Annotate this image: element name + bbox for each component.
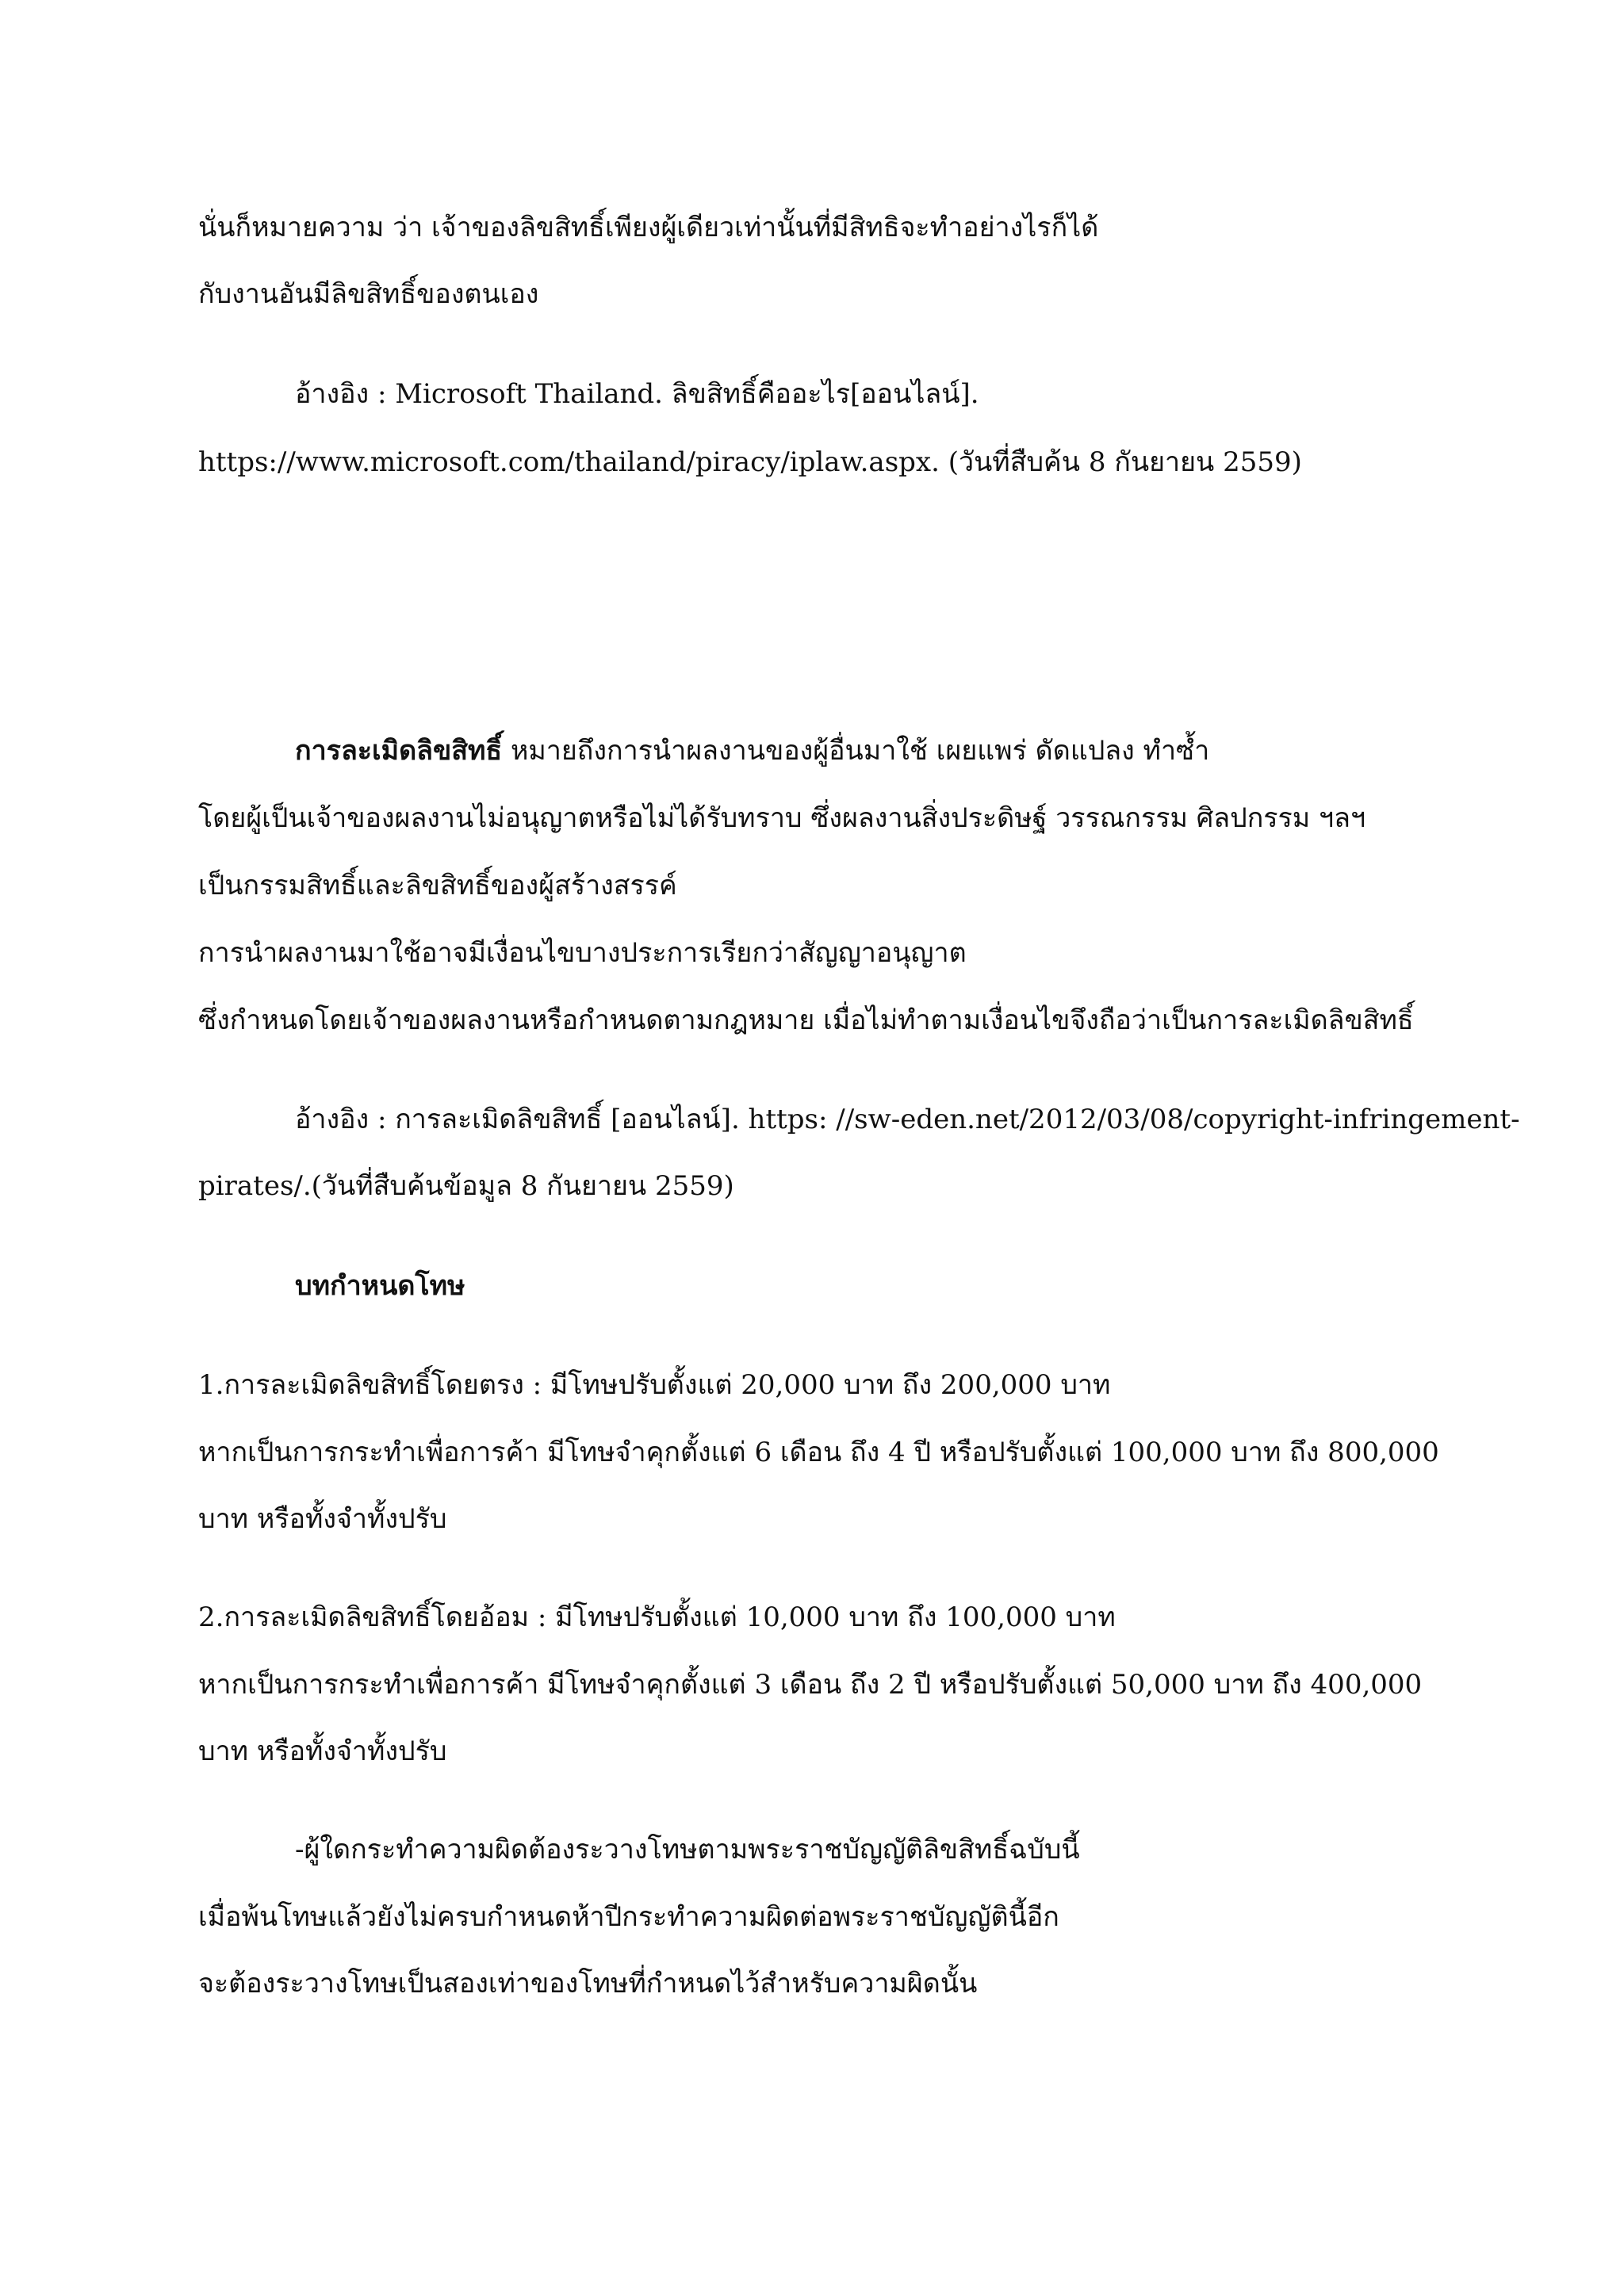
- penalties-heading: บทกำหนดโทษ: [295, 1270, 465, 1302]
- infringement-term: การละเมิดลิขสิทธิ์: [295, 735, 503, 767]
- ref1-citation-line-1: อ้างอิง : Microsoft Thailand. ลิขสิทธิ์คืออะไร[ออนไลน์].: [295, 378, 979, 410]
- infringement-line-3: เป็นกรรมสิทธิ์และลิขสิทธิ์ของผู้สร้างสรรค์: [198, 870, 677, 901]
- penalty-1-line-3: บาท หรือทั้งจำทั้งปรับ: [198, 1503, 447, 1535]
- penalty-note-line-2: เมื่อพ้นโทษแล้วยังไม่ครบกำหนดห้าปีกระทำความผิดต่อพระราชบัญญัตินี้อีก: [198, 1901, 1059, 1933]
- penalty-note-line-3: จะต้องระวางโทษเป็นสองเท่าของโทษที่กำหนดไว้สำหรับความผิดนั้น: [198, 1968, 978, 1999]
- penalty-1-line-2: หากเป็นการกระทำเพื่อการค้า มีโทษจำคุกตั้งแต่ 6 เดือน ถึง 4 ปี หรือปรับตั้งแต่ 100,000 บาท ถึง 800,000: [198, 1437, 1439, 1468]
- infringement-line-5: ซึ่งกำหนดโดยเจ้าของผลงานหรือกำหนดตามกฎหมาย เมื่อไม่ทำตามเงื่อนไขจึงถือว่าเป็นการละเมิดลิขสิทธิ์: [198, 1004, 1414, 1036]
- infringement-citation-line-2: pirates/.(วันที่สืบค้นข้อมูล 8 กันยายน 2559): [198, 1170, 734, 1202]
- penalty-note-line-1: -ผู้ใดกระทำความผิดต้องระวางโทษตามพระราชบัญญัติลิขสิทธิ์ฉบับนี้: [295, 1834, 1080, 1866]
- penalty-2-line-1: 2.การละเมิดลิขสิทธิ์โดยอ้อม : มีโทษปรับตั้งแต่ 10,000 บาท ถึง 100,000 บาท: [198, 1601, 1116, 1633]
- infringement-definition: หมายถึงการนำผลงานของผู้อื่นมาใช้ เผยแพร่ ดัดแปลง ทำซ้ำ: [502, 735, 1210, 767]
- infringement-line-1: [295, 733, 1209, 768]
- ref1-line-2: กับงานอันมีลิขสิทธิ์ของตนเอง: [198, 278, 539, 310]
- penalty-1-line-1: 1.การละเมิดลิขสิทธิ์โดยตรง : มีโทษปรับตั้งแต่ 20,000 บาท ถึง 200,000 บาท: [198, 1369, 1111, 1401]
- ref1-line-1: นั่นก็หมายความ ว่า เจ้าของลิขสิทธิ์เพียงผู้เดียวเท่านั้นที่มีสิทธิจะทำอย่างไรก็ได้: [198, 212, 1099, 243]
- infringement-line-2: โดยผู้เป็นเจ้าของผลงานไม่อนุญาตหรือไม่ได้รับทราบ ซึ่งผลงานสิ่งประดิษฐ์ วรรณกรรม ศิลปกรรม ฯลฯ: [198, 802, 1366, 834]
- penalty-2-line-2: หากเป็นการกระทำเพื่อการค้า มีโทษจำคุกตั้งแต่ 3 เดือน ถึง 2 ปี หรือปรับตั้งแต่ 50,000 บาท ถึง 400,000: [198, 1669, 1423, 1701]
- penalty-2-line-3: บาท หรือทั้งจำทั้งปรับ: [198, 1735, 447, 1767]
- ref1-citation-line-2: https://www.microsoft.com/thailand/piracy/iplaw.aspx. (วันที่สืบค้น 8 กันยายน 2559): [198, 446, 1302, 478]
- infringement-citation-line-1: อ้างอิง : การละเมิดลิขสิทธิ์ [ออนไลน์]. https: //sw-eden.net/2012/03/08/copyright-infringement-: [295, 1104, 1520, 1135]
- infringement-line-4: การนำผลงานมาใช้อาจมีเงื่อนไขบางประการเรียกว่าสัญญาอนุญาต: [198, 937, 967, 969]
